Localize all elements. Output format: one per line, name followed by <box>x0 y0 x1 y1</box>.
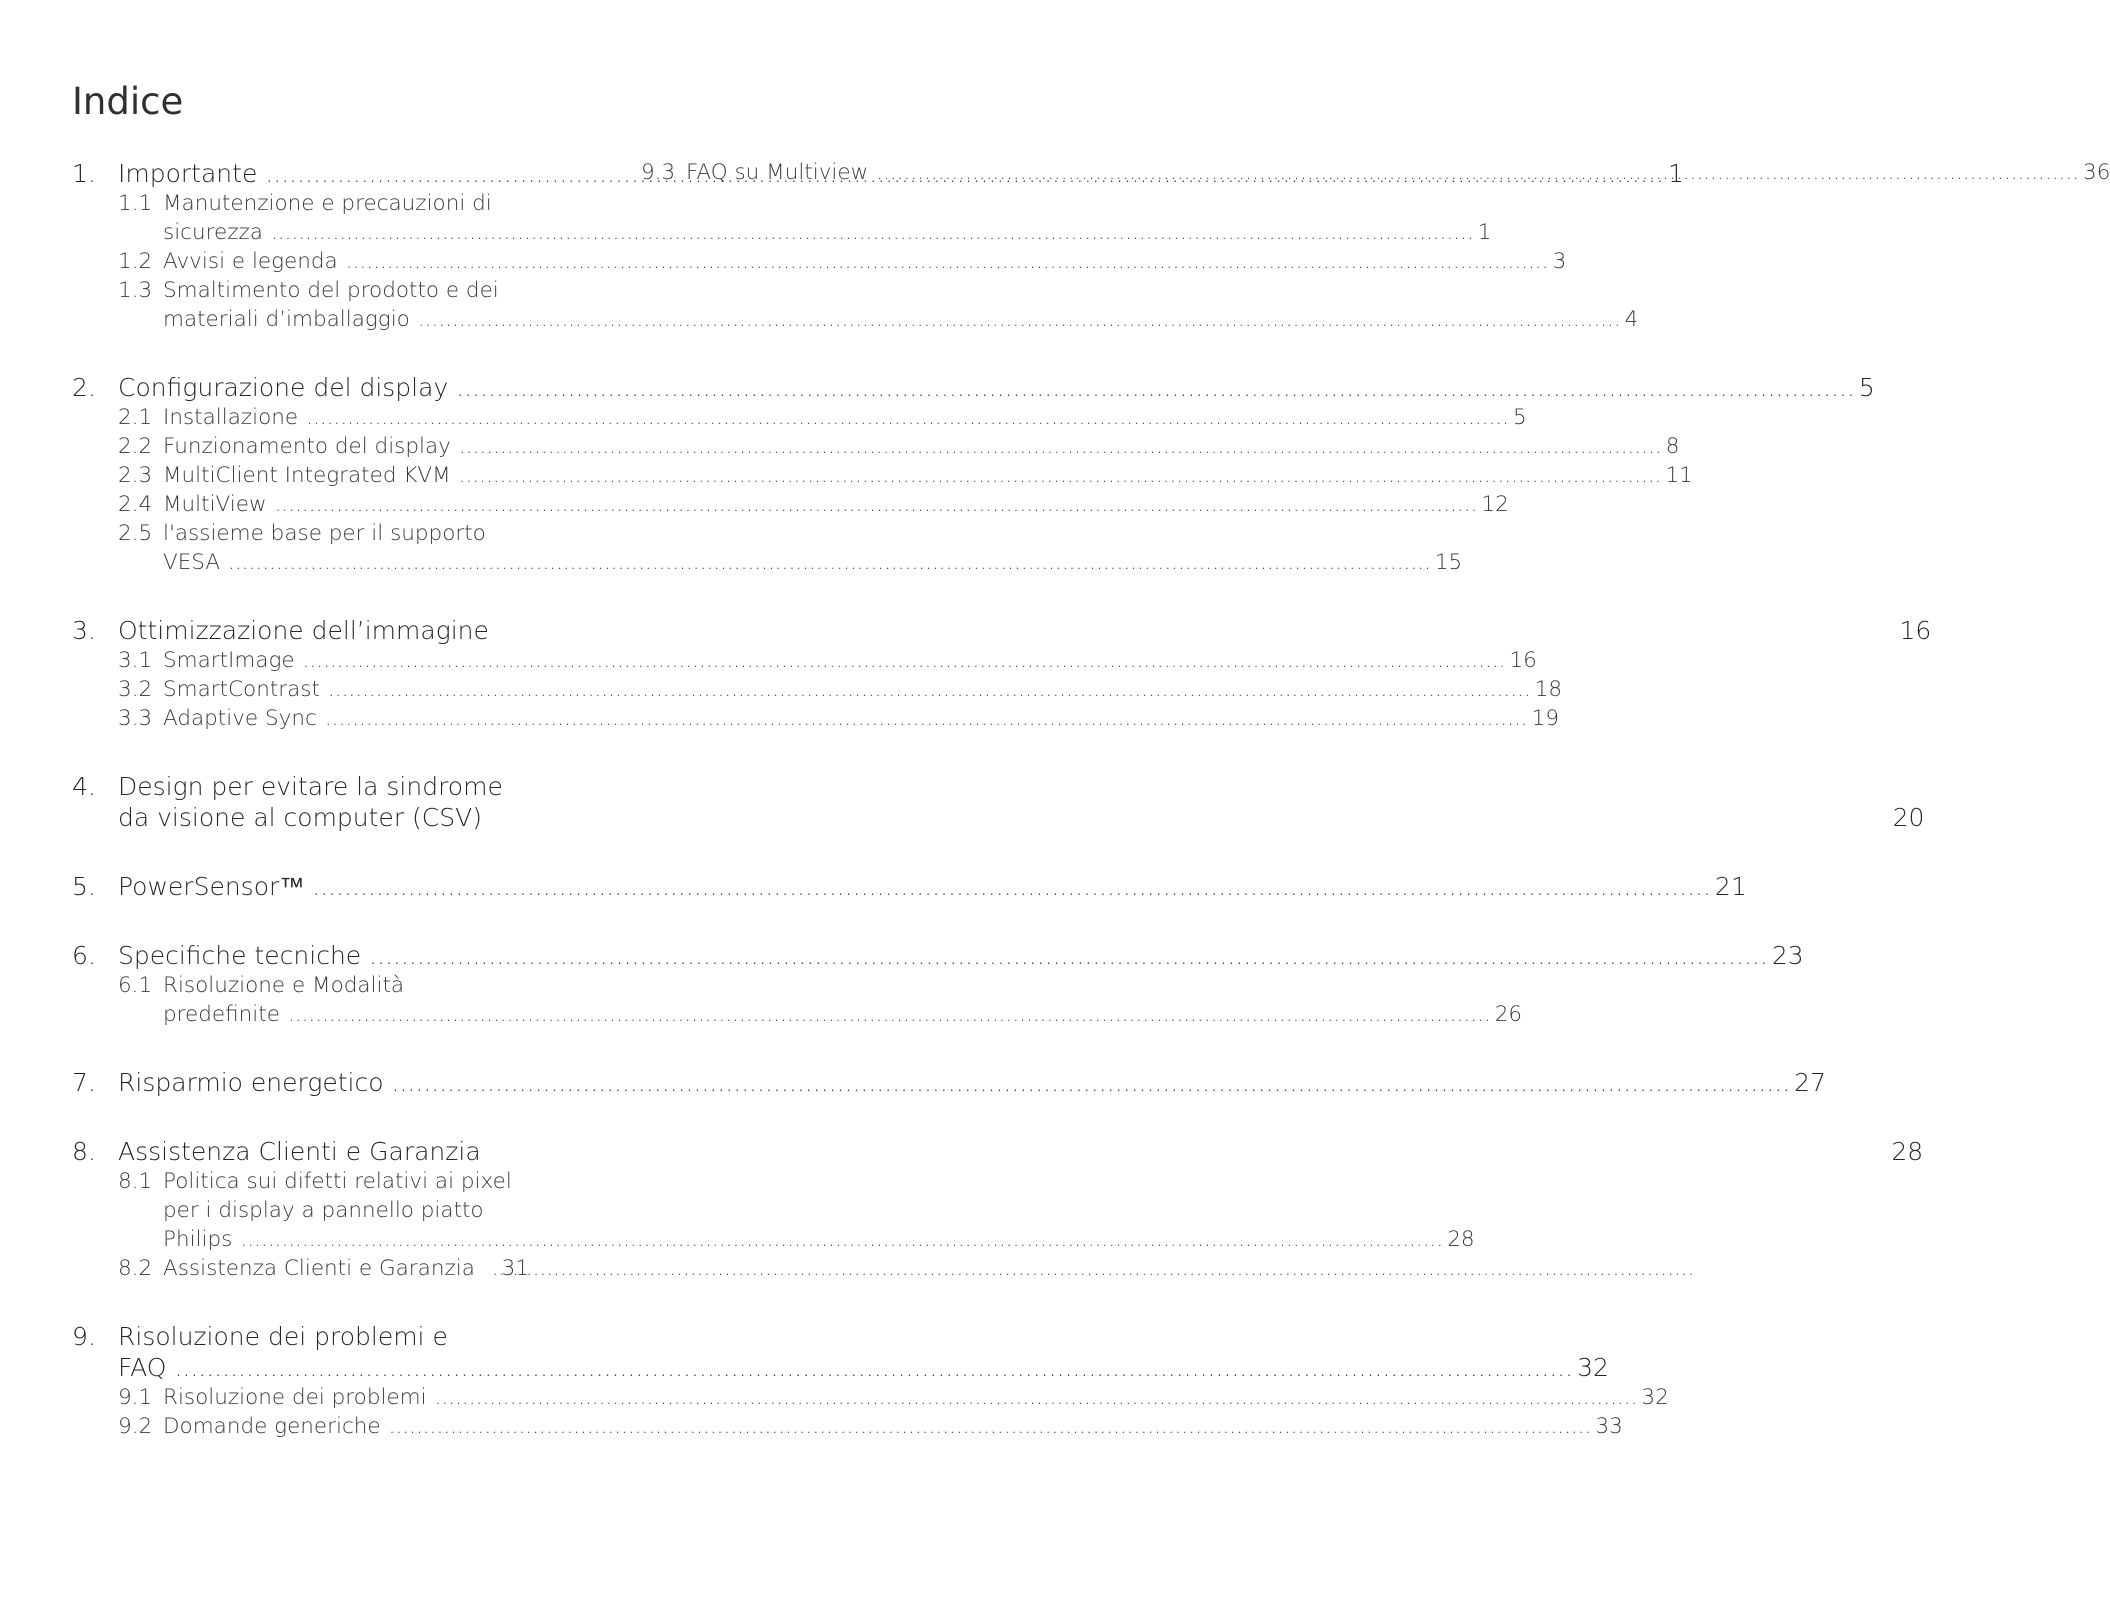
dot-leader <box>240 1225 1443 1254</box>
entry-title: FAQ <box>118 1353 167 1382</box>
dot-leader <box>312 871 1711 902</box>
toc-chapter[interactable] <box>72 771 1925 833</box>
page-number: 15 <box>1434 550 1463 575</box>
entry-body <box>163 247 1566 276</box>
dot-leader <box>492 1254 498 1283</box>
page-number: 31 <box>501 1256 529 1281</box>
page-number: 4 <box>1624 307 1639 332</box>
entry-number: 2.1 <box>118 405 153 430</box>
dot-leader <box>328 675 1531 704</box>
entry-title: SmartContrast <box>163 677 320 702</box>
entry-body <box>118 940 1804 971</box>
page-title: Indice <box>72 80 184 123</box>
entry-title: Specifiche tecniche <box>118 941 362 970</box>
page-number: 3 <box>1552 249 1567 274</box>
entry-number: 4. <box>72 772 96 801</box>
page-number: 32 <box>1577 1353 1609 1382</box>
entry-body <box>118 1136 1923 1167</box>
page-number: 1 <box>1477 220 1492 245</box>
page-number: 19 <box>1531 706 1559 731</box>
page-number: 28 <box>1891 1137 1924 1166</box>
toc-chapter[interactable] <box>72 372 1875 403</box>
page-number: 8 <box>1665 434 1680 459</box>
entry-number: 9.2 <box>118 1414 153 1439</box>
page-number: 33 <box>1595 1414 1623 1439</box>
entry-title: Assistenza Clienti e Garanzia <box>118 1137 481 1166</box>
entry-number: 8. <box>72 1137 96 1166</box>
entry-body <box>163 675 1562 704</box>
toc-section <box>72 1136 1924 1283</box>
page-number: 36 <box>2083 160 2110 185</box>
entry-line <box>163 1225 1475 1254</box>
entry-line <box>118 771 1924 802</box>
toc-entry[interactable] <box>72 1254 529 1283</box>
entry-title: Risparmio energetico <box>118 1068 384 1097</box>
entry-body <box>163 1412 1623 1441</box>
entry-body <box>163 1383 1669 1412</box>
toc-section <box>72 940 1804 1029</box>
page-number: 18 <box>1534 677 1563 702</box>
entry-title: Politica sui difetti relativi ai pixel <box>163 1169 512 1194</box>
dot-leader <box>346 247 1549 276</box>
toc-entry[interactable] <box>72 432 1680 461</box>
entry-number: 6.1 <box>118 973 153 998</box>
toc-entry[interactable] <box>72 971 1523 1029</box>
dot-leader <box>389 1412 1592 1441</box>
toc-chapter[interactable] <box>72 615 1932 646</box>
entry-title: l'assieme base per il supporto <box>163 521 486 546</box>
dot-leader <box>459 461 1662 490</box>
page-number: 20 <box>1892 803 1925 832</box>
toc-section <box>72 1067 1826 1098</box>
entry-number: 2.5 <box>118 521 153 546</box>
dot-leader <box>418 305 1621 334</box>
toc-entry[interactable] <box>72 276 1639 334</box>
entry-body <box>163 704 1559 733</box>
entry-title: Philips <box>163 1227 233 1252</box>
entry-body <box>163 189 1491 247</box>
entry-number: 6. <box>72 941 96 970</box>
page-number: 21 <box>1714 872 1747 901</box>
entry-body <box>118 871 1747 902</box>
toc-section <box>72 1321 1669 1441</box>
entry-number: 7. <box>72 1068 96 1097</box>
page-number: 16 <box>1899 616 1932 645</box>
entry-title: Design per evitare la sindrome <box>118 772 503 801</box>
entry-title: da visione al computer (CSV) <box>118 803 482 832</box>
page-number: 5 <box>1513 405 1527 430</box>
entry-body <box>163 971 1522 1029</box>
entry-body <box>118 372 1875 403</box>
toc-entry[interactable] <box>72 1412 1623 1441</box>
entry-number: 1.1 <box>118 191 153 216</box>
entry-body <box>118 771 1924 833</box>
entry-number: 2.2 <box>118 434 153 459</box>
page-number: 16 <box>1509 648 1537 673</box>
dot-leader <box>435 1383 1638 1412</box>
dot-leader <box>228 548 1431 577</box>
page-number: 5 <box>1858 373 1875 402</box>
dot-leader <box>271 218 1474 247</box>
toc-entry[interactable] <box>72 704 1559 733</box>
page-number: 32 <box>1641 1385 1669 1410</box>
dot-leader <box>876 158 2079 187</box>
entry-title: per i display a pannello piatto <box>163 1198 484 1223</box>
entry-title: Installazione <box>163 405 299 430</box>
entry-title: SmartImage <box>163 648 295 673</box>
toc-chapter[interactable] <box>72 871 1747 902</box>
entry-line <box>118 1352 1609 1383</box>
entry-number: 1.3 <box>118 278 153 303</box>
entry-title: Avvisi e legenda <box>163 249 338 274</box>
toc-chapter[interactable] <box>72 940 1804 971</box>
page-number: 11 <box>1665 463 1693 488</box>
dot-leader <box>369 940 1768 971</box>
entry-number: 9.1 <box>118 1385 153 1410</box>
toc-chapter[interactable] <box>72 1136 1924 1167</box>
toc-entry[interactable] <box>72 461 1693 490</box>
entry-title: Risoluzione dei problemi <box>163 1385 427 1410</box>
entry-number: 1.2 <box>118 249 153 274</box>
entry-body <box>163 276 1638 334</box>
entry-body <box>163 432 1679 461</box>
entry-body <box>118 1321 1609 1383</box>
entry-line <box>163 1000 1522 1029</box>
entry-body <box>163 403 1527 432</box>
toc-entry[interactable] <box>72 490 1509 519</box>
toc-entry[interactable] <box>72 189 1492 247</box>
entry-number: 3. <box>72 616 96 645</box>
entry-line <box>118 802 1924 833</box>
toc-entry[interactable] <box>72 1383 1669 1412</box>
entry-title: Domande generiche <box>163 1414 381 1439</box>
page-number: 23 <box>1771 941 1804 970</box>
dot-leader <box>288 1000 1491 1029</box>
entry-line <box>163 1196 1475 1225</box>
toc-section <box>72 372 1875 577</box>
entry-title: predefinite <box>163 1002 280 1027</box>
entry-title: Smaltimento del prodotto e dei <box>163 278 499 303</box>
entry-number: 2.3 <box>118 463 153 488</box>
toc-entry[interactable] <box>72 1167 1475 1254</box>
page-number: 1 <box>1667 159 1684 188</box>
toc-entry[interactable] <box>72 247 1567 276</box>
entry-number: 2. <box>72 373 96 402</box>
entry-body <box>118 1067 1826 1098</box>
toc-entry[interactable] <box>72 519 1463 577</box>
toc-chapter[interactable] <box>72 1067 1826 1098</box>
toc-entry[interactable] <box>72 646 1537 675</box>
entry-title: materiali d’imballaggio <box>163 307 410 332</box>
entry-title: VESA <box>163 550 221 575</box>
entry-title: Funzionamento del display <box>163 434 451 459</box>
entry-line <box>163 305 1638 334</box>
entry-title: Ottimizzazione dell’immagine <box>118 616 489 645</box>
toc-entry[interactable] <box>72 675 1563 704</box>
toc-entry[interactable] <box>641 158 2110 187</box>
entry-line <box>163 189 1491 218</box>
entry-title: Assistenza Clienti e Garanzia <box>163 1256 475 1281</box>
dot-leader <box>392 1067 1791 1098</box>
dot-leader <box>456 372 1855 403</box>
entry-body <box>686 158 2110 187</box>
entry-number: 8.1 <box>118 1169 153 1194</box>
entry-body <box>163 490 1509 519</box>
entry-number: 8.2 <box>118 1256 153 1281</box>
entry-line <box>163 276 1638 305</box>
entry-body <box>163 461 1693 490</box>
toc-section <box>72 771 1925 833</box>
entry-body <box>163 519 1462 577</box>
entry-number: 2.4 <box>118 492 153 517</box>
entry-number: 9. <box>72 1322 96 1351</box>
entry-title: Adaptive Sync <box>163 706 317 731</box>
entry-title: MultiClient Integrated KVM <box>163 463 451 488</box>
dot-leader <box>306 403 1509 432</box>
entry-body <box>163 1167 1475 1254</box>
page-number: 28 <box>1447 1227 1475 1252</box>
page-number: 27 <box>1794 1068 1826 1097</box>
entry-title: PowerSensor™ <box>118 872 305 901</box>
entry-body <box>163 1254 529 1283</box>
entry-number: 1. <box>72 159 96 188</box>
entry-title: FAQ su Multiview <box>686 160 869 185</box>
entry-title: sicurezza <box>163 220 263 245</box>
entry-number: 9.3 <box>641 160 676 185</box>
entry-number: 3.3 <box>118 706 153 731</box>
entry-title: Importante <box>118 159 258 188</box>
entry-title: Risoluzione e Modalità <box>163 973 405 998</box>
entry-number: 3.1 <box>118 648 153 673</box>
toc-chapter[interactable] <box>72 1321 1609 1383</box>
dot-leader <box>275 490 1478 519</box>
entry-body <box>118 615 1931 646</box>
page-number: 26 <box>1494 1002 1523 1027</box>
entry-line <box>163 218 1491 247</box>
toc-section <box>72 871 1747 902</box>
entry-title: Manutenzione e precauzioni di <box>163 191 492 216</box>
dot-leader <box>303 646 1506 675</box>
dot-leader <box>174 1352 1573 1383</box>
entry-title: Risoluzione dei problemi e <box>118 1322 448 1351</box>
entry-line <box>118 1321 1609 1352</box>
entry-title: MultiView <box>163 492 267 517</box>
entry-line <box>163 519 1462 548</box>
entry-body <box>163 646 1537 675</box>
dot-leader <box>459 432 1662 461</box>
toc-right-column <box>641 158 2110 187</box>
dot-leader <box>325 704 1528 733</box>
entry-number: 5. <box>72 872 96 901</box>
toc-section <box>72 615 1932 733</box>
toc-entry[interactable] <box>72 403 1527 432</box>
entry-line <box>163 971 1522 1000</box>
entry-line <box>163 1167 1475 1196</box>
entry-number: 3.2 <box>118 677 153 702</box>
page-number: 12 <box>1481 492 1509 517</box>
entry-title: Configurazione del display <box>118 373 449 402</box>
entry-line <box>163 548 1462 577</box>
